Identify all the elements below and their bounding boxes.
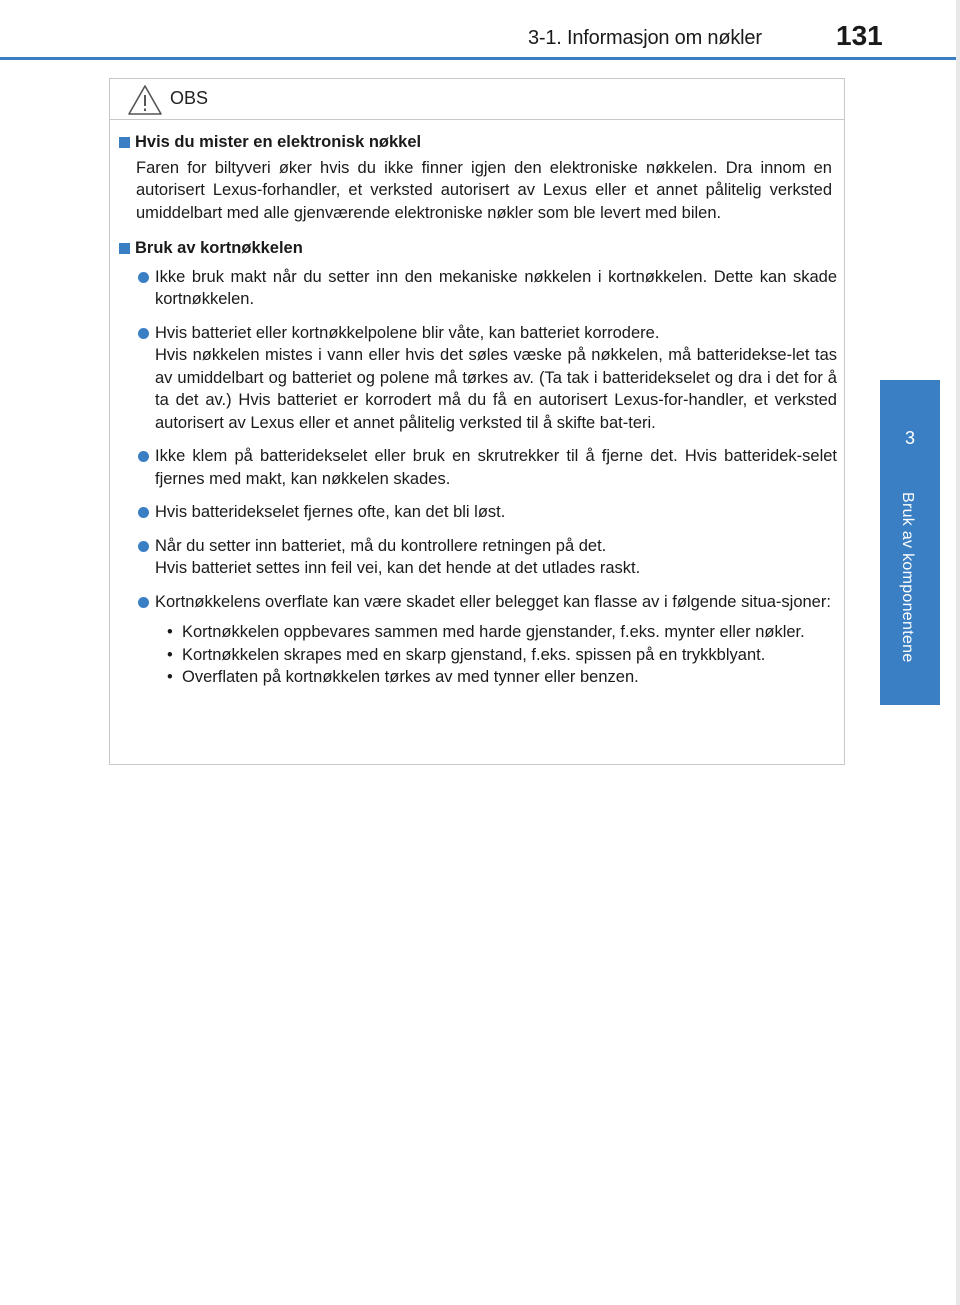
caution-label: OBS xyxy=(170,88,209,108)
caution-box xyxy=(109,78,845,765)
round-bullet-icon xyxy=(138,597,149,608)
sub-list-item: • Overflaten på kortnøkkelen tørkes av med tynner eller benzen. xyxy=(167,666,839,689)
chapter-side-tab[interactable] xyxy=(880,380,940,705)
list-item: Kortnøkkelens overflate kan være skadet eller belegget kan flasse av i følgende situa-sjoner: • Kortnøkkelen oppbevares sammen med harde gjenstander, f.eks. mynter eller nøkler. • Kortnøkkelen skrapes med en skarp gjenstand, f.eks. spissen på en trykkblyant. • Overflaten på kortnøkkelen tørkes av med tynner eller benzen. xyxy=(136,591,837,689)
list-item: Hvis batteridekselet fjernes ofte, kan det bli løst. xyxy=(136,501,837,524)
list-item: Ikke klem på batteridekselet eller bruk en skrutrekker til å fjerne det. Hvis batteridek-selet fjernes med makt, kan nøkkelen skades. xyxy=(136,445,837,490)
square-bullet-icon xyxy=(119,137,130,148)
sub-list-item: • Kortnøkkelen skrapes med en skarp gjenstand, f.eks. spissen på en trykkblyant. xyxy=(167,644,839,667)
caution-content xyxy=(110,131,844,689)
section-heading: Hvis du mister en elektronisk nøkkel xyxy=(115,131,844,154)
section-heading: Bruk av kortnøkkelen xyxy=(115,237,844,260)
round-bullet-icon xyxy=(138,541,149,552)
square-bullet-icon xyxy=(119,243,130,254)
page-edge xyxy=(956,0,960,1305)
sub-list xyxy=(167,621,839,689)
warning-triangle-icon xyxy=(127,84,163,116)
round-bullet-icon xyxy=(138,272,149,283)
section-paragraph: Faren for biltyveri øker hvis du ikke finner igjen den elektroniske nøkkelen. Dra innom en autorisert Lexus-forhandler, et verksted autorisert av Lexus eller et annet pålitelig verksted umiddelbart med alle gjenværende elektroniske nøkler som ble levert med bilen. xyxy=(136,158,832,222)
round-bullet-icon xyxy=(138,507,149,518)
page-number: 131 xyxy=(836,20,883,51)
sub-list-item: • Kortnøkkelen oppbevares sammen med harde gjenstander, f.eks. mynter eller nøkler. xyxy=(167,621,839,644)
list-item: Når du setter inn batteriet, må du kontrollere retningen på det. Hvis batteriet settes inn feil vei, kan det hende at det utlades raskt. xyxy=(136,535,837,580)
caution-header xyxy=(110,79,844,120)
round-bullet-icon xyxy=(138,328,149,339)
round-bullet-icon xyxy=(138,451,149,462)
chapter-label: Bruk av komponentene xyxy=(899,492,916,663)
list-item: Hvis batteriet eller kortnøkkelpolene blir våte, kan batteriet korrodere. Hvis nøkkelen mistes i vann eller hvis det søles væske på nøkkelen, må batteridekse-let tas av umiddelbart og batteriet og polene må tørkes av. (Ta tak i batteridekselet og dra i det for å ta det av.) Hvis batteriet er korrodert må du få en autorisert Lexus-for-handler, et verksted autorisert av Lexus eller et annet pålitelig verksted til å skifte bat-teri. xyxy=(136,322,837,435)
list-item: Ikke bruk makt når du setter inn den mekaniske nøkkelen i kortnøkkelen. Dette kan skade kortnøkkelen. xyxy=(136,266,837,311)
chapter-number: 3 xyxy=(904,428,915,448)
header-rule xyxy=(0,57,960,60)
page-header-title: 3-1. Informasjon om nøkler xyxy=(528,27,762,49)
